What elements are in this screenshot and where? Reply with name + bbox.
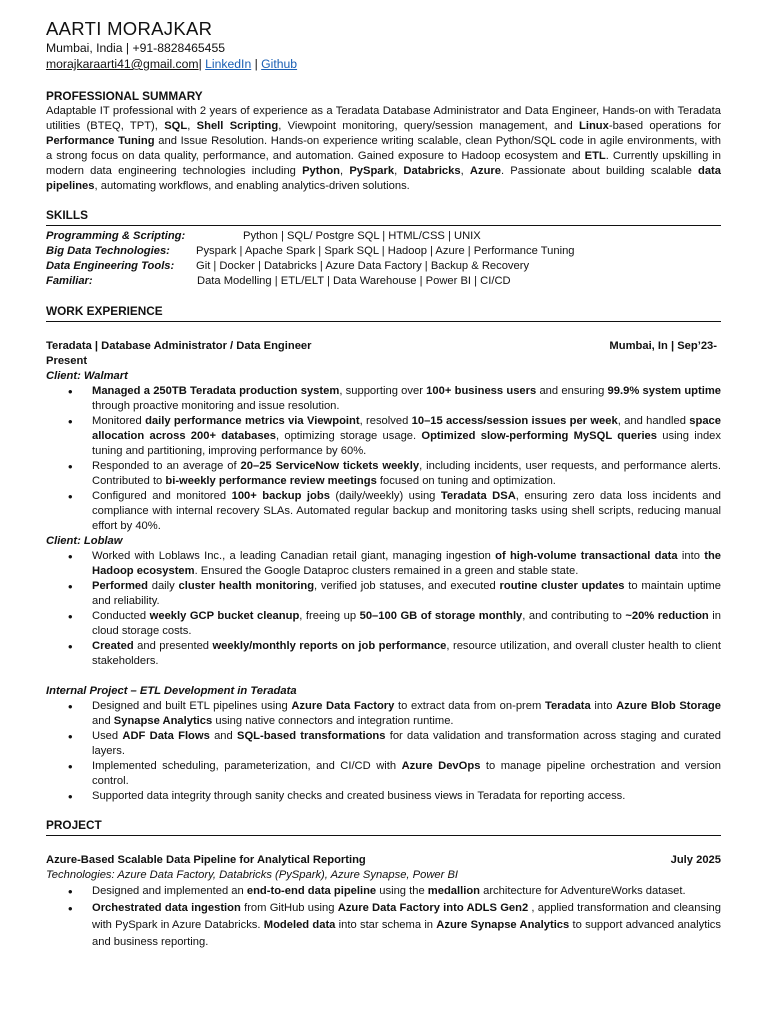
text-run: focused on tuning and optimization. bbox=[376, 475, 556, 487]
text-run: . Ensured the Google Dataproc clusters remained in a green and stable state. bbox=[194, 565, 579, 577]
internal-project-bullets bbox=[46, 699, 721, 804]
emphasis-text: Synapse Analytics bbox=[113, 715, 213, 727]
bullet-item bbox=[46, 609, 721, 639]
bullet-item bbox=[46, 729, 721, 759]
location-phone: Mumbai, India | +91-8828465455 bbox=[46, 41, 225, 55]
text-run: Conducted bbox=[92, 610, 150, 622]
emphasis-text: data pipelines bbox=[46, 165, 722, 192]
emphasis-text: of high-volume transactional data bbox=[495, 550, 678, 562]
emphasis-text: Azure Synapse Analytics bbox=[436, 919, 570, 931]
internal-project-title: Internal Project – ETL Development in Teradata bbox=[46, 685, 297, 697]
section-divider bbox=[46, 225, 721, 226]
text-run: Designed and built ETL pipelines using bbox=[92, 700, 292, 712]
emphasis-text: Azure Blob Storage bbox=[616, 700, 721, 712]
emphasis-text: 99.9% system uptime bbox=[607, 385, 721, 397]
text-run: Used bbox=[92, 730, 123, 742]
section-divider bbox=[46, 321, 721, 322]
emphasis-text: Azure Data Factory bbox=[291, 700, 395, 712]
job-header bbox=[46, 339, 721, 354]
emphasis-text: Modeled data bbox=[263, 919, 336, 931]
bullet-item bbox=[46, 384, 721, 414]
text-run: using index tuning and partitioning, improving performance by 60%. bbox=[92, 430, 721, 457]
emphasis-text: medallion bbox=[427, 885, 480, 897]
skill-category: Data Engineering Tools: bbox=[46, 260, 175, 272]
skill-values: Pyspark | Apache Spark | Spark SQL | Hadoop | Azure | Performance Tuning bbox=[196, 245, 575, 257]
text-run: daily bbox=[147, 580, 179, 592]
emphasis-text: ~20% reduction bbox=[625, 610, 709, 622]
bullet-item bbox=[46, 489, 721, 534]
client-bullets bbox=[46, 384, 721, 534]
emphasis-text: end-to-end data pipeline bbox=[246, 885, 377, 897]
bullet-item bbox=[46, 900, 721, 951]
emphasis-text: 100+ backup jobs bbox=[231, 490, 330, 502]
bullet-item bbox=[46, 459, 721, 489]
text-run: , including incidents, user requests, and performance alerts. Contributed to bbox=[92, 460, 721, 487]
client-name: Client: Walmart bbox=[46, 370, 128, 382]
text-run: and ensuring bbox=[536, 385, 608, 397]
emphasis-text: Created bbox=[92, 640, 134, 652]
contact-links bbox=[46, 56, 721, 72]
text-run: , resource utilization, and overall cluster health to client stakeholders. bbox=[92, 640, 721, 667]
emphasis-text: Managed a 250TB Teradata production system bbox=[92, 385, 340, 397]
text-run: , applied transformation and cleansing with PySpark in Azure Databricks. bbox=[92, 902, 721, 931]
text-run: Worked with Loblaws Inc., a leading Canadian retail giant, managing ingestion bbox=[92, 550, 496, 562]
summary-paragraph bbox=[46, 104, 721, 194]
text-run: architecture for AdventureWorks dataset. bbox=[480, 885, 686, 897]
separator: | bbox=[251, 57, 262, 71]
section-divider bbox=[46, 835, 721, 836]
text-run: , bbox=[460, 165, 470, 177]
text-run: using the bbox=[376, 885, 428, 897]
skill-row bbox=[46, 259, 721, 274]
skills-heading: SKILLS bbox=[46, 208, 88, 222]
text-run: , bbox=[394, 165, 404, 177]
client-name: Client: Loblaw bbox=[46, 535, 123, 547]
linkedin-link[interactable]: LinkedIn bbox=[205, 57, 252, 71]
text-run: to support advanced analytics and business reporting. bbox=[92, 919, 721, 948]
emphasis-text: 20–25 ServiceNow tickets weekly bbox=[240, 460, 420, 472]
skill-values: Python | SQL/ Postgre SQL | HTML/CSS | UNIX bbox=[243, 230, 481, 242]
text-run: , optimizing storage usage. bbox=[275, 430, 422, 442]
text-run: from GitHub using bbox=[240, 902, 338, 914]
bullet-item bbox=[46, 414, 721, 459]
clients bbox=[46, 369, 721, 669]
text-run: -based operations for bbox=[608, 120, 721, 132]
experience-heading: WORK EXPERIENCE bbox=[46, 304, 163, 318]
emphasis-text: PySpark bbox=[349, 165, 395, 177]
email-link[interactable]: morajkaraarti41@gmail.com bbox=[46, 57, 199, 71]
text-run: into bbox=[677, 550, 705, 562]
project-header bbox=[46, 853, 721, 868]
client-bullets bbox=[46, 549, 721, 669]
job-role: | Database Administrator / Data Engineer bbox=[91, 340, 312, 352]
emphasis-text: ETL bbox=[584, 150, 606, 162]
emphasis-text: SQL bbox=[164, 120, 188, 132]
emphasis-text: daily performance metrics via Viewpoint bbox=[145, 415, 360, 427]
text-run: to manage pipeline orchestration and version control. bbox=[92, 760, 721, 787]
text-run: for data validation and transformation across staging and curated layers. bbox=[92, 730, 721, 757]
text-run: and bbox=[209, 730, 237, 742]
text-run: Monitored bbox=[92, 415, 146, 427]
text-run: (daily/weekly) using bbox=[329, 490, 441, 502]
emphasis-text: bi-weekly performance review meetings bbox=[165, 475, 377, 487]
skill-row bbox=[46, 244, 721, 259]
emphasis-text: routine cluster updates bbox=[499, 580, 625, 592]
text-run: through proactive monitoring and issue resolution. bbox=[92, 400, 340, 412]
bullet-item bbox=[46, 549, 721, 579]
emphasis-text: 100+ business users bbox=[426, 385, 537, 397]
text-run: , resolved bbox=[359, 415, 412, 427]
skill-row bbox=[46, 274, 721, 289]
job-present: Present bbox=[46, 355, 88, 367]
project-technologies: Technologies: Azure Data Factory, Databricks (PySpark), Azure Synapse, Power BI bbox=[46, 869, 459, 881]
skill-values: Git | Docker | Databricks | Azure Data Factory | Backup & Recovery bbox=[196, 260, 530, 272]
emphasis-text: 10–15 access/session issues per week bbox=[411, 415, 618, 427]
text-run: , freeing up bbox=[299, 610, 360, 622]
skill-values: Data Modelling | ETL/ELT | Data Warehouse | Power BI | CI/CD bbox=[197, 275, 511, 287]
text-run: , and handled bbox=[617, 415, 690, 427]
emphasis-text: Databricks bbox=[403, 165, 461, 177]
emphasis-text: Performed bbox=[92, 580, 148, 592]
job-location-date: Mumbai, In | Sep’23- bbox=[609, 340, 717, 352]
text-run: , verified job statuses, and executed bbox=[314, 580, 500, 592]
bullet-item bbox=[46, 699, 721, 729]
emphasis-text: Shell Scripting bbox=[196, 120, 279, 132]
emphasis-text: ADF Data Flows bbox=[122, 730, 210, 742]
emphasis-text: Azure Data Factory into ADLS Gen2 bbox=[337, 902, 529, 914]
emphasis-text: weekly/monthly reports on job performance bbox=[212, 640, 447, 652]
text-run: , automating workflows, and enabling analytics-driven solutions. bbox=[94, 180, 410, 192]
text-run: and presented bbox=[133, 640, 213, 652]
text-run: and bbox=[92, 715, 114, 727]
bullet-item bbox=[46, 639, 721, 669]
candidate-name: AARTI MORAJKAR bbox=[46, 18, 213, 39]
bullet-item bbox=[46, 579, 721, 609]
emphasis-text: Orchestrated data ingestion bbox=[92, 902, 241, 914]
project-bullets bbox=[46, 883, 721, 951]
project-heading: PROJECT bbox=[46, 818, 102, 832]
text-run: Responded to an average of bbox=[92, 460, 241, 472]
emphasis-text: weekly GCP bucket cleanup bbox=[149, 610, 300, 622]
emphasis-text: Azure DevOps bbox=[401, 760, 481, 772]
summary-heading: PROFESSIONAL SUMMARY bbox=[46, 89, 203, 103]
project-name: Azure-Based Scalable Data Pipeline for Analytical Reporting bbox=[46, 854, 366, 866]
skill-category: Big Data Technologies: bbox=[46, 245, 170, 257]
text-run: , bbox=[187, 120, 197, 132]
text-run: Implemented scheduling, parameterization, and CI/CD with bbox=[92, 760, 402, 772]
text-run: Configured and monitored bbox=[92, 490, 232, 502]
bullet-item bbox=[46, 759, 721, 789]
emphasis-text: cluster health monitoring bbox=[178, 580, 315, 592]
emphasis-text: Performance Tuning bbox=[46, 135, 155, 147]
emphasis-text: Azure bbox=[469, 165, 501, 177]
text-run: Supported data integrity through sanity checks and created business views in Teradata for reporting access. bbox=[92, 790, 626, 802]
text-run: . Passionate about building scalable bbox=[501, 165, 698, 177]
text-run: in cloud storage costs. bbox=[92, 610, 721, 637]
separator: | bbox=[198, 57, 206, 71]
text-run: , Viewpoint monitoring, query/session management, and bbox=[278, 120, 579, 132]
text-run: , ensuring zero data loss incidents and compliance with internal recovery SLAs. Automated regular backup and monitoring tasks using shell scripts, reducing manual effort by 40%. bbox=[92, 490, 721, 532]
text-run: into star schema in bbox=[335, 919, 437, 931]
emphasis-text: Teradata bbox=[544, 700, 591, 712]
skill-row bbox=[46, 229, 721, 244]
emphasis-text: SQL-based transformations bbox=[237, 730, 386, 742]
text-run: to maintain uptime and reliability. bbox=[92, 580, 721, 607]
emphasis-text: space allocation across 200+ databases bbox=[92, 415, 721, 442]
text-run: Adaptable IT professional with 2 years of experience as a Teradata Database Administrator and Data Engineer, Hands-on with Teradata utilities (BTEQ, TPT), bbox=[46, 105, 721, 132]
bullet-item bbox=[46, 789, 721, 804]
emphasis-text: Linux bbox=[579, 120, 609, 132]
text-run: to extract data from on-prem bbox=[394, 700, 545, 712]
skill-category: Familiar: bbox=[46, 275, 93, 287]
text-run: , supporting over bbox=[339, 385, 427, 397]
text-run: into bbox=[590, 700, 617, 712]
github-link[interactable]: Github bbox=[261, 57, 298, 71]
text-run: Designed and implemented an bbox=[92, 885, 247, 897]
emphasis-text: Optimized slow-performing MySQL queries bbox=[421, 430, 657, 442]
skill-category: Programming & Scripting: bbox=[46, 230, 186, 242]
text-run: and Issue Resolution. Hands-on experience writing scalable, clean Python/SQL code in agile environments, with a strong focus on data quality, performance, and automation. Gained exposure to Hadoop ecosystem and bbox=[46, 135, 722, 162]
job-title-line bbox=[46, 339, 312, 354]
emphasis-text: Python bbox=[302, 165, 341, 177]
emphasis-text: the Hadoop ecosystem bbox=[92, 550, 721, 577]
skills-list bbox=[46, 229, 721, 289]
emphasis-text: 50–100 GB of storage monthly bbox=[359, 610, 523, 622]
company-name: Teradata bbox=[46, 340, 92, 352]
project-date: July 2025 bbox=[670, 854, 721, 866]
text-run: . Currently upskilling in modern data engineering technologies including bbox=[46, 150, 721, 177]
bullet-item bbox=[46, 883, 721, 900]
text-run: using native connectors and integration runtime. bbox=[212, 715, 454, 727]
text-run: , bbox=[340, 165, 350, 177]
resume-page bbox=[46, 18, 721, 951]
text-run: , and contributing to bbox=[522, 610, 626, 622]
emphasis-text: Teradata DSA bbox=[440, 490, 516, 502]
